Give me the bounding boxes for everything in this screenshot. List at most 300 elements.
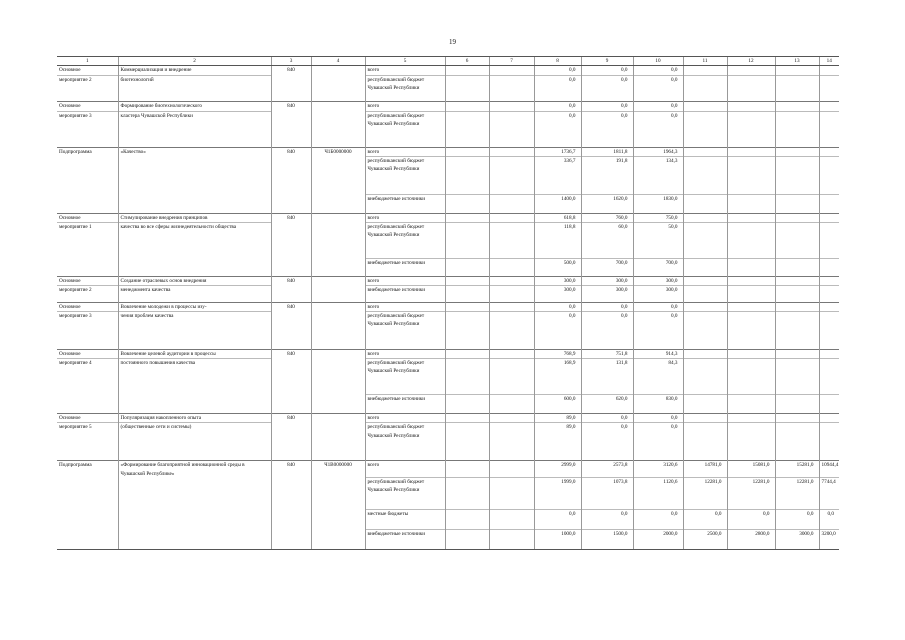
col-year-9-cell: 0,0 xyxy=(581,312,633,350)
col-year-14-cell: 3200,0 xyxy=(819,530,839,550)
col-year-9-cell: 1811,8 xyxy=(581,148,633,157)
col-year-10-cell: 1120,6 xyxy=(633,478,683,510)
col-source-cell: республиканский бюджет Чувашской Республики xyxy=(365,76,445,102)
col-year-13-cell xyxy=(775,286,819,303)
col-year-11-cell xyxy=(683,259,727,277)
col-year-8-cell: 0,0 xyxy=(534,303,581,312)
col-year-13-cell xyxy=(775,195,819,214)
col-name-cell xyxy=(118,530,271,550)
col-7-cell xyxy=(489,350,534,359)
col-year-14-cell xyxy=(819,66,839,76)
table-row xyxy=(57,195,839,214)
col-6-cell xyxy=(445,102,489,112)
col-year-14-cell xyxy=(819,223,839,259)
col-section-cell xyxy=(57,510,118,530)
col-7-cell xyxy=(489,66,534,76)
col-code-cell xyxy=(271,510,311,530)
col-year-13-cell xyxy=(775,66,819,76)
col-year-8-cell: 1736,7 xyxy=(534,148,581,157)
col-section-cell: мероприятие 1 xyxy=(57,223,118,259)
col-section-cell xyxy=(57,530,118,550)
col-year-13-cell xyxy=(775,76,819,102)
col-6-cell xyxy=(445,66,489,76)
col-source-cell: республиканский бюджет Чувашской Республики xyxy=(365,157,445,195)
col-target-cell xyxy=(311,359,365,395)
col-code-cell: 840 xyxy=(271,66,311,76)
col-code-cell: 840 xyxy=(271,350,311,359)
col-year-8-cell: 1000,0 xyxy=(534,530,581,550)
col-year-8-cell: 300,0 xyxy=(534,286,581,303)
col-year-10-cell: 0,0 xyxy=(633,312,683,350)
col-year-12-cell xyxy=(727,148,775,157)
col-year-10-cell: 300,0 xyxy=(633,277,683,286)
col-year-13-cell xyxy=(775,223,819,259)
col-year-9-cell: 60,0 xyxy=(581,223,633,259)
col-year-9-cell: 2573,8 xyxy=(581,461,633,478)
col-year-8-cell: 1999,0 xyxy=(534,478,581,510)
col-7-cell xyxy=(489,510,534,530)
col-name-cell xyxy=(118,395,271,414)
col-year-10-cell: 1964,3 xyxy=(633,148,683,157)
col-year-14-cell xyxy=(819,76,839,102)
col-source-cell: республиканский бюджет Чувашской Республики xyxy=(365,359,445,395)
col-target-cell xyxy=(311,478,365,510)
col-year-14-cell xyxy=(819,148,839,157)
table-row xyxy=(57,76,839,102)
col-year-13-cell xyxy=(775,277,819,286)
col-year-8-cell: 0,0 xyxy=(534,76,581,102)
col-year-10-cell: 0,0 xyxy=(633,66,683,76)
header-cell: 6 xyxy=(445,57,489,66)
col-source-cell: всего xyxy=(365,461,445,478)
table-row xyxy=(57,214,839,223)
col-year-14-cell xyxy=(819,286,839,303)
col-7-cell xyxy=(489,157,534,195)
col-year-11-cell xyxy=(683,395,727,414)
col-section-cell: мероприятие 3 xyxy=(57,312,118,350)
col-year-13-cell xyxy=(775,259,819,277)
col-year-8-cell: 336,7 xyxy=(534,157,581,195)
col-year-10-cell: 830,0 xyxy=(633,395,683,414)
col-year-10-cell: 2000,0 xyxy=(633,530,683,550)
col-code-cell xyxy=(271,312,311,350)
col-target-cell xyxy=(311,303,365,312)
col-year-12-cell xyxy=(727,312,775,350)
col-code-cell xyxy=(271,157,311,195)
col-year-12-cell xyxy=(727,195,775,214)
col-year-12-cell xyxy=(727,303,775,312)
table-row xyxy=(57,286,839,303)
col-year-11-cell: 14781,0 xyxy=(683,461,727,478)
col-7-cell xyxy=(489,259,534,277)
col-section-cell: мероприятие 5 xyxy=(57,423,118,461)
col-source-cell: республиканский бюджет Чувашской Республики xyxy=(365,112,445,148)
header-cell: 14 xyxy=(819,57,839,66)
col-year-14-cell xyxy=(819,423,839,461)
col-7-cell xyxy=(489,102,534,112)
col-year-9-cell: 0,0 xyxy=(581,510,633,530)
col-year-14-cell xyxy=(819,102,839,112)
header-cell: 3 xyxy=(271,57,311,66)
col-year-8-cell: 0,0 xyxy=(534,102,581,112)
col-section-cell xyxy=(57,395,118,414)
col-year-14-cell: 0,0 xyxy=(819,510,839,530)
table-row xyxy=(57,112,839,148)
col-year-9-cell: 0,0 xyxy=(581,112,633,148)
col-year-14-cell xyxy=(819,312,839,350)
col-year-11-cell xyxy=(683,414,727,423)
col-name-cell: Коммерциализация и внедрение xyxy=(118,66,271,76)
col-year-13-cell xyxy=(775,112,819,148)
col-7-cell xyxy=(489,148,534,157)
col-year-14-cell xyxy=(819,157,839,195)
col-source-cell: внебюджетные источники xyxy=(365,530,445,550)
col-6-cell xyxy=(445,395,489,414)
col-name-cell xyxy=(118,259,271,277)
col-year-10-cell: 134,3 xyxy=(633,157,683,195)
col-target-cell xyxy=(311,66,365,76)
col-name-cell: Вовлечение целевой аудитории в процессы xyxy=(118,350,271,359)
col-year-13-cell xyxy=(775,214,819,223)
col-year-12-cell xyxy=(727,286,775,303)
col-year-12-cell xyxy=(727,350,775,359)
col-target-cell xyxy=(311,277,365,286)
table-row xyxy=(57,312,839,350)
col-year-14-cell xyxy=(819,350,839,359)
col-year-9-cell: 131,8 xyxy=(581,359,633,395)
col-year-9-cell: 760,0 xyxy=(581,214,633,223)
col-year-10-cell: 0,0 xyxy=(633,76,683,102)
col-code-cell: 840 xyxy=(271,303,311,312)
col-6-cell xyxy=(445,223,489,259)
col-year-9-cell: 0,0 xyxy=(581,66,633,76)
col-7-cell xyxy=(489,303,534,312)
col-year-11-cell xyxy=(683,277,727,286)
col-source-cell: внебюджетные источники xyxy=(365,286,445,303)
col-year-9-cell: 0,0 xyxy=(581,423,633,461)
col-target-cell xyxy=(311,112,365,148)
col-7-cell xyxy=(489,359,534,395)
col-target-cell xyxy=(311,214,365,223)
col-section-cell xyxy=(57,478,118,510)
col-7-cell xyxy=(489,214,534,223)
col-name-cell: «Качество» xyxy=(118,148,271,157)
col-6-cell xyxy=(445,510,489,530)
col-year-8-cell: 1400,0 xyxy=(534,195,581,214)
col-target-cell xyxy=(311,414,365,423)
col-section-cell: Подпрограмма xyxy=(57,148,118,157)
col-name-cell xyxy=(118,157,271,195)
col-6-cell xyxy=(445,478,489,510)
col-section-cell: Подпрограмма xyxy=(57,461,118,478)
col-year-12-cell xyxy=(727,395,775,414)
col-year-10-cell: 914,3 xyxy=(633,350,683,359)
col-6-cell xyxy=(445,350,489,359)
col-name-cell xyxy=(118,195,271,214)
col-year-8-cell: 618,8 xyxy=(534,214,581,223)
col-year-10-cell: 1830,0 xyxy=(633,195,683,214)
col-year-10-cell: 0,0 xyxy=(633,423,683,461)
col-name-cell xyxy=(118,510,271,530)
col-7-cell xyxy=(489,414,534,423)
table-row xyxy=(57,414,839,423)
col-year-11-cell xyxy=(683,359,727,395)
col-year-8-cell: 0,0 xyxy=(534,66,581,76)
header-cell: 7 xyxy=(489,57,534,66)
col-year-12-cell xyxy=(727,112,775,148)
col-target-cell xyxy=(311,286,365,303)
col-section-cell: Основное xyxy=(57,414,118,423)
col-year-12-cell xyxy=(727,214,775,223)
col-code-cell xyxy=(271,195,311,214)
col-code-cell: 840 xyxy=(271,102,311,112)
header-cell: 12 xyxy=(727,57,775,66)
col-code-cell xyxy=(271,395,311,414)
col-7-cell xyxy=(489,423,534,461)
col-7-cell xyxy=(489,312,534,350)
col-year-13-cell: 0,0 xyxy=(775,510,819,530)
col-target-cell: Ч1В0000000 xyxy=(311,461,365,478)
col-section-cell: мероприятие 2 xyxy=(57,286,118,303)
col-year-10-cell: 0,0 xyxy=(633,112,683,148)
col-6-cell xyxy=(445,76,489,102)
col-code-cell xyxy=(271,478,311,510)
col-section-cell: Основное xyxy=(57,66,118,76)
col-code-cell xyxy=(271,423,311,461)
col-year-8-cell: 500,0 xyxy=(534,259,581,277)
col-year-9-cell: 0,0 xyxy=(581,76,633,102)
col-year-13-cell xyxy=(775,102,819,112)
col-year-13-cell: 15281,0 xyxy=(775,461,819,478)
col-year-11-cell xyxy=(683,303,727,312)
col-year-12-cell xyxy=(727,102,775,112)
col-name-cell xyxy=(118,478,271,510)
col-6-cell xyxy=(445,112,489,148)
col-year-12-cell xyxy=(727,157,775,195)
table-row xyxy=(57,423,839,461)
col-6-cell xyxy=(445,312,489,350)
col-target-cell xyxy=(311,350,365,359)
col-section-cell: Основное xyxy=(57,303,118,312)
col-year-13-cell xyxy=(775,359,819,395)
col-year-14-cell xyxy=(819,112,839,148)
col-section-cell: Основное xyxy=(57,350,118,359)
col-name-cell: Создание отраслевых основ внедрения xyxy=(118,277,271,286)
col-year-11-cell xyxy=(683,286,727,303)
table-row xyxy=(57,303,839,312)
col-7-cell xyxy=(489,395,534,414)
header-cell: 2 xyxy=(118,57,271,66)
col-year-13-cell xyxy=(775,303,819,312)
col-source-cell: всего xyxy=(365,102,445,112)
col-year-10-cell: 0,0 xyxy=(633,102,683,112)
col-source-cell: внебюджетные источники xyxy=(365,195,445,214)
col-year-13-cell xyxy=(775,148,819,157)
col-year-8-cell: 0,0 xyxy=(534,312,581,350)
col-year-8-cell: 118,8 xyxy=(534,223,581,259)
col-year-11-cell: 12281,0 xyxy=(683,478,727,510)
col-6-cell xyxy=(445,414,489,423)
col-year-11-cell xyxy=(683,76,727,102)
col-year-12-cell: 0,0 xyxy=(727,510,775,530)
col-code-cell: 840 xyxy=(271,414,311,423)
col-name-cell: биотехнологий xyxy=(118,76,271,102)
col-source-cell: всего xyxy=(365,214,445,223)
col-year-10-cell: 0,0 xyxy=(633,303,683,312)
col-year-12-cell xyxy=(727,259,775,277)
col-year-11-cell xyxy=(683,112,727,148)
col-7-cell xyxy=(489,530,534,550)
col-section-cell: Основное xyxy=(57,102,118,112)
col-year-9-cell: 300,0 xyxy=(581,286,633,303)
col-year-13-cell xyxy=(775,312,819,350)
col-year-14-cell xyxy=(819,359,839,395)
table-row xyxy=(57,510,839,530)
col-target-cell xyxy=(311,530,365,550)
table-row xyxy=(57,395,839,414)
col-year-14-cell xyxy=(819,214,839,223)
col-year-12-cell xyxy=(727,277,775,286)
col-year-8-cell: 768,9 xyxy=(534,350,581,359)
col-source-cell: всего xyxy=(365,66,445,76)
col-section-cell xyxy=(57,259,118,277)
col-name-cell: постоянного повышения качества xyxy=(118,359,271,395)
col-6-cell xyxy=(445,359,489,395)
col-code-cell: 840 xyxy=(271,214,311,223)
col-year-11-cell xyxy=(683,66,727,76)
header-cell: 11 xyxy=(683,57,727,66)
col-year-11-cell xyxy=(683,157,727,195)
col-target-cell xyxy=(311,195,365,214)
col-year-10-cell: 3120,6 xyxy=(633,461,683,478)
table-row xyxy=(57,350,839,359)
col-year-8-cell: 2999,0 xyxy=(534,461,581,478)
col-year-11-cell xyxy=(683,223,727,259)
header-cell: 4 xyxy=(311,57,365,66)
col-year-9-cell: 1500,0 xyxy=(581,530,633,550)
col-6-cell xyxy=(445,303,489,312)
col-year-12-cell xyxy=(727,423,775,461)
col-year-12-cell: 2800,0 xyxy=(727,530,775,550)
col-year-9-cell: 700,0 xyxy=(581,259,633,277)
col-name-cell: Стимулирование внедрения принципов xyxy=(118,214,271,223)
table-row xyxy=(57,148,839,157)
col-6-cell xyxy=(445,148,489,157)
col-section-cell: мероприятие 2 xyxy=(57,76,118,102)
col-year-9-cell: 620,0 xyxy=(581,395,633,414)
col-year-14-cell xyxy=(819,259,839,277)
col-year-10-cell: 0,0 xyxy=(633,510,683,530)
col-year-14-cell xyxy=(819,303,839,312)
col-source-cell: республиканский бюджет Чувашской Республики xyxy=(365,478,445,510)
col-6-cell xyxy=(445,286,489,303)
col-code-cell xyxy=(271,259,311,277)
col-name-cell: Популяризация накопленного опыта xyxy=(118,414,271,423)
col-year-11-cell: 2500,0 xyxy=(683,530,727,550)
col-source-cell: всего xyxy=(365,277,445,286)
col-source-cell: всего xyxy=(365,350,445,359)
col-year-8-cell: 300,0 xyxy=(534,277,581,286)
col-year-13-cell xyxy=(775,414,819,423)
col-name-cell: чения проблем качества xyxy=(118,312,271,350)
col-source-cell: всего xyxy=(365,303,445,312)
col-code-cell xyxy=(271,112,311,148)
col-year-11-cell: 0,0 xyxy=(683,510,727,530)
table-row xyxy=(57,277,839,286)
col-year-9-cell: 191,8 xyxy=(581,157,633,195)
col-year-14-cell: 7744,4 xyxy=(819,478,839,510)
col-year-11-cell xyxy=(683,195,727,214)
header-cell: 13 xyxy=(775,57,819,66)
col-name-cell: «Формирование благоприятной инновационной среды в Чувашской Республике» xyxy=(118,461,271,478)
table-row xyxy=(57,157,839,195)
col-source-cell: республиканский бюджет Чувашской Республики xyxy=(365,223,445,259)
col-target-cell xyxy=(311,223,365,259)
col-year-8-cell: 89,0 xyxy=(534,423,581,461)
col-name-cell: кластера Чувашской Республики xyxy=(118,112,271,148)
col-target-cell xyxy=(311,76,365,102)
col-year-9-cell: 300,0 xyxy=(581,277,633,286)
col-year-13-cell xyxy=(775,395,819,414)
col-year-9-cell: 0,0 xyxy=(581,102,633,112)
col-year-11-cell xyxy=(683,148,727,157)
col-year-10-cell: 700,0 xyxy=(633,259,683,277)
col-section-cell xyxy=(57,195,118,214)
col-7-cell xyxy=(489,478,534,510)
col-code-cell: 840 xyxy=(271,461,311,478)
col-7-cell xyxy=(489,286,534,303)
table-row xyxy=(57,66,839,76)
col-7-cell xyxy=(489,76,534,102)
col-6-cell xyxy=(445,214,489,223)
col-year-14-cell xyxy=(819,277,839,286)
table-row xyxy=(57,478,839,510)
col-year-9-cell: 751,8 xyxy=(581,350,633,359)
col-6-cell xyxy=(445,423,489,461)
col-source-cell: внебюджетные источники xyxy=(365,259,445,277)
col-year-11-cell xyxy=(683,312,727,350)
header-cell: 8 xyxy=(534,57,581,66)
col-year-13-cell xyxy=(775,423,819,461)
col-code-cell: 840 xyxy=(271,148,311,157)
col-source-cell: всего xyxy=(365,414,445,423)
table-row xyxy=(57,359,839,395)
col-year-13-cell xyxy=(775,157,819,195)
col-target-cell xyxy=(311,395,365,414)
col-year-10-cell: 84,3 xyxy=(633,359,683,395)
col-year-12-cell: 12281,0 xyxy=(727,478,775,510)
col-code-cell xyxy=(271,223,311,259)
col-section-cell: мероприятие 3 xyxy=(57,112,118,148)
col-year-11-cell xyxy=(683,423,727,461)
col-year-9-cell: 1620,0 xyxy=(581,195,633,214)
col-7-cell xyxy=(489,112,534,148)
col-year-9-cell: 1073,8 xyxy=(581,478,633,510)
col-year-10-cell: 750,0 xyxy=(633,214,683,223)
col-year-13-cell xyxy=(775,350,819,359)
col-year-10-cell: 0,0 xyxy=(633,414,683,423)
col-target-cell xyxy=(311,259,365,277)
col-source-cell: внебюджетные источники xyxy=(365,395,445,414)
col-source-cell: всего xyxy=(365,148,445,157)
col-year-10-cell: 300,0 xyxy=(633,286,683,303)
col-code-cell xyxy=(271,286,311,303)
col-year-9-cell: 0,0 xyxy=(581,414,633,423)
col-year-11-cell xyxy=(683,214,727,223)
col-year-12-cell xyxy=(727,223,775,259)
table-row xyxy=(57,461,839,478)
col-year-12-cell: 15081,0 xyxy=(727,461,775,478)
